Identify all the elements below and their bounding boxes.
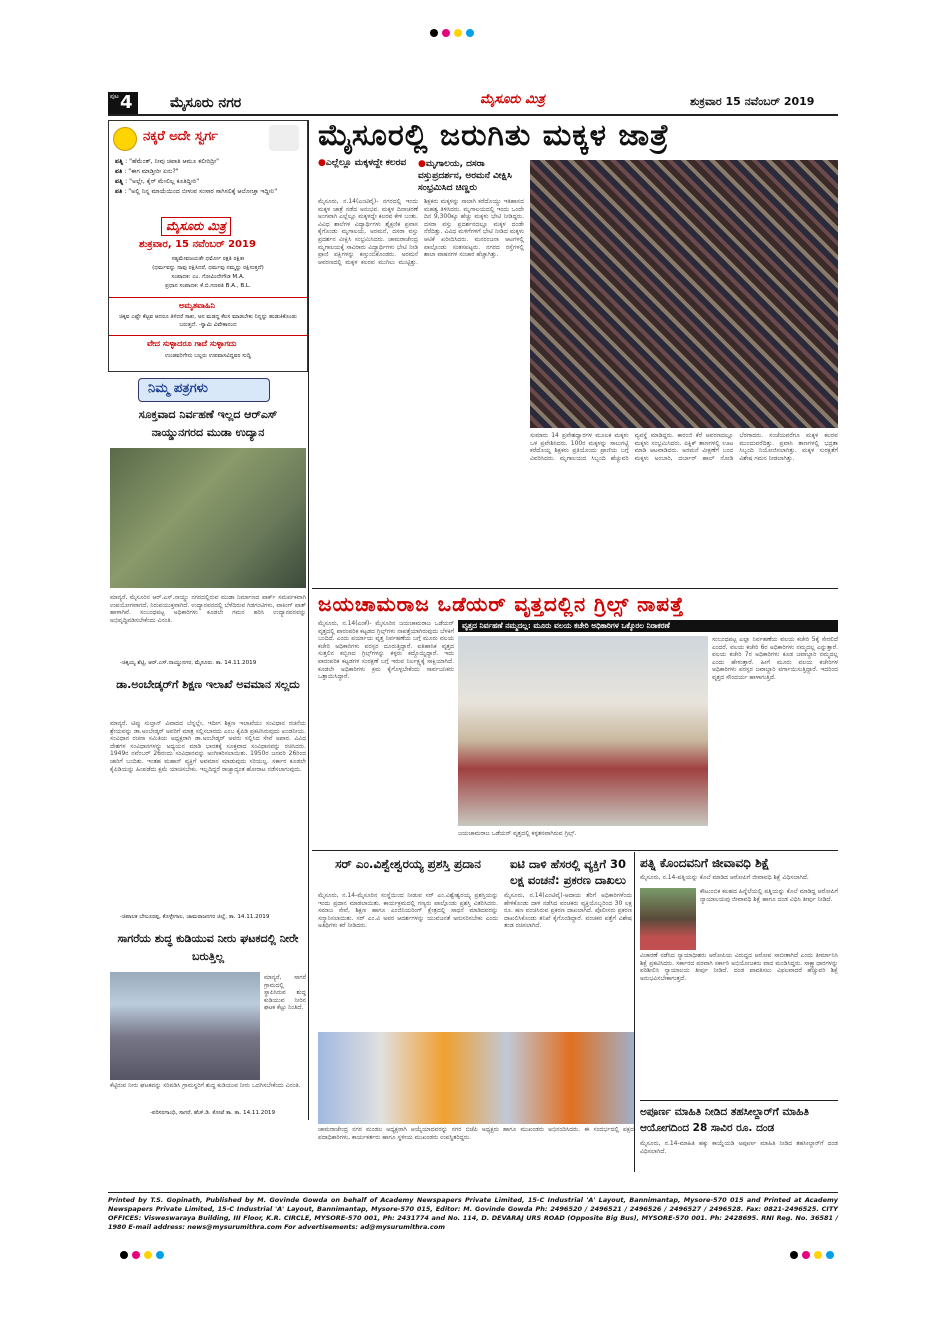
story4-body: ಮೈಸೂರು, ನ.14(ಎಂಟಿವೈ)-ಆದಾಯ ತೆರಿಗೆ ಅಧಿಕಾರಿಗಳೆಂದು ಹೇಳಿಕೊಂಡು ದಾಳಿ ನಡೆಸಿದ ವಂಚಕರು ವ್ಯಕ್ತಿಯೊಬ್ಬರಿಂದ 30 ಲಕ್ಷ ರೂ. ಹಣ ವಂಚಿಸಿರುವ ಪ್ರಕರಣ ದಾಖಲಾಗಿದೆ. ಪೊಲೀಸರು ಪ್ರಕರಣ ದಾಖಲಿಸಿಕೊಂಡು ತನಿಖೆ ಕೈಗೊಂಡಿದ್ದಾರೆ. ವಂಚಕರ ಪತ್ತೆಗೆ ವಿಶೇಷ ತಂಡ ರಚಿಸಲಾಗಿದೆ. <box>504 892 632 930</box>
letter3-body-side: ಮಾನ್ಯರೆ, ಸಾಗರೆ ಗ್ರಾಮದಲ್ಲಿ ಸ್ಥಾಪಿಸಿರುವ ಶುದ್ಧ ಕುಡಿಯುವ ನೀರಿನ ಘಟಕ ಕೆಟ್ಟು ನಿಂತಿದೆ. <box>264 974 306 1012</box>
story3-body: ಮೈಸೂರು, ನ.14-ಮೈಸೂರಿನ ಸಂಸ್ಥೆಯಿಂದ ನೀಡುವ ಸರ್ ಎಂ.ವಿಶ್ವೇಶ್ವರಯ್ಯ ಪ್ರಶಸ್ತಿಯನ್ನು ಇಂದು ಪ್ರದಾನ ಮಾಡಲಾಯಿತು. ಕಾರ್ಯಕ್ರಮದಲ್ಲಿ ಗಣ್ಯರು ಪಾಲ್ಗೊಂಡು ಪ್ರಶಸ್ತಿ ವಿತರಿಸಿದರು. ಸಮಾಜ ಸೇವೆ, ಶಿಕ್ಷಣ ಹಾಗೂ ಎಂಜಿನಿಯರಿಂಗ್ ಕ್ಷೇತ್ರದಲ್ಲಿ ಸಾಧನೆ ಮಾಡಿದವರನ್ನು ಸನ್ಮಾನಿಸಲಾಯಿತು. ಸರ್ ಎಂ.ವಿ ಅವರ ಆದರ್ಶಗಳನ್ನು ಯುವಜನತೆ ಅನುಸರಿಸಬೇಕು ಎಂದು ಅತಿಥಿಗಳು ಕರೆ ನೀಡಿದರು. <box>318 892 498 930</box>
story2-headline: ಜಯಚಾಮರಾಜ ಒಡೆಯರ್ ವೃತ್ತದಲ್ಲಿನ ಗ್ರಿಲ್ಸ್ ನಾಪತ್ತೆ <box>318 592 685 616</box>
jokes-list: ಪತ್ನಿ : "ಹೆಮೆಂತ್, ನೀವು ಚಪಾತಿ ಆಮೂ ಕಲೀರಿದ್ರೀ" ಪತಿ : "ಈಗ ಮಾಡ್ತೀರೀ ಏನು?" ಪತ್ನಿ : "ಅಲ್ಲೇ, ಕೈರ್ ಮೇಲಿಲ್ಲ ಕೂತಿದ್ದೀರಿ" ಪತಿ : "ಅಲ್ಲಿ ನಿನ್ನ ಮಾಯೆಯಿಂದ ಬೀಳುವ ಸಂಸಾರ ಸಾಗಿಸಲಿಕ್ಕೆ ಆಲೋಚ್ತಾ ಇದ್ದೀನಿ" <box>115 158 278 195</box>
story2-body-2: ಸಂಬಂಧಪಟ್ಟ ಎಲ್ಲಾ ನಿರ್ವಹಣೆಯ ವಲಯ ಕಚೇರಿ 5ಕ್ಕೆ ಸೇರಲಿದೆ ಎಂದರೆ, ವಲಯ ಕಚೇರಿ 6ರ ಅಧಿಕಾರಿಗಳು ನಮ್ಮದಲ್ಲ ಎನ್ನುತ್ತಾರೆ. ವಲಯ ಕಚೇರಿ 7ರ ಅಧಿಕಾರಿಗಳು ಕೂಡ ಜವಾಬ್ದಾರಿ ನಮ್ಮದಲ್ಲ ಎಂದು ಹೇಳುತ್ತಾರೆ. ಹೀಗೆ ಮೂರು ವಲಯ ಕಚೇರಿಗಳ ಅಧಿಕಾರಿಗಳು ಪರಸ್ಪರ ಜವಾಬ್ದಾರಿ ವರ್ಗಾಯಿಸುತ್ತಿದ್ದಾರೆ. ಇದರಿಂದ ವೃತ್ತದ ಸೌಂದರ್ಯ ಹಾಳಾಗುತ್ತಿದೆ. <box>712 636 838 681</box>
laughing-face-icon <box>113 127 137 151</box>
story5-headline: ಪತ್ನಿ ಕೊಂದವನಿಗೆ ಜೀವಾವಧಿ ಶಿಕ್ಷೆ <box>640 856 770 870</box>
letter3-body: ಕೆಟ್ಟಿರುವ ನೀರು ಘಟಕವನ್ನು ಸರಿಪಡಿಸಿ ಗ್ರಾಮಸ್ಥರಿಗೆ ಶುದ್ಧ ಕುಡಿಯುವ ನೀರು ಒದಗಿಸಬೇಕೆಂದು ವಿನಂತಿ. <box>110 1082 301 1089</box>
joke-title: ನಕ್ಕರೆ ಅದೇ ಸ್ವರ್ಗ <box>143 129 218 144</box>
page-number: 4 <box>120 92 133 113</box>
story5-body-side: ಕೌಟುಂಬಿಕ ಕಲಹದ ಹಿನ್ನೆಲೆಯಲ್ಲಿ ಪತ್ನಿಯನ್ನು ಕೊಲೆ ಮಾಡಿದ್ದ ಆರೋಪಿಗೆ ನ್ಯಾಯಾಲಯವು ಜೀವಾವಧಿ ಶಿಕ್ಷೆ ಹಾಗೂ ದಂಡ ವಿಧಿಸಿ ತೀರ್ಪು ನೀಡಿದೆ. <box>700 888 838 903</box>
circle-railing-photo <box>458 636 708 826</box>
group-felicitation-photo <box>318 1032 634 1124</box>
water-unit-photo <box>110 972 260 1080</box>
proverb-title: ವೇದ ಸುಳ್ಳಾದರೂ ಗಾದೆ ಸುಳ್ಳಾಗದು <box>147 339 237 348</box>
story6-lead: ಮೈಸೂರು, ನ.14-ಮಾಹಿತಿ ಹಕ್ಕು ಕಾಯ್ದೆಯಡಿ ಅಪೂರ್ಣ ಮಾಹಿತಿ ನೀಡಿದ ತಹಸೀಲ್ದಾರ್‌ಗೆ ದಂಡ ವಿಧಿಸಲಾಗಿದೆ. <box>640 1140 838 1155</box>
main-story-body-2: ಸುಮಾರು 14 ಪ್ರವೇಶದ್ವಾರಗಳ ಮೂಲಕ ಮಕ್ಕಳು ಒಳ ಪ್ರವೇಶಿಸಿದರು. 100ರ ಮಕ್ಕಳನ್ನು ಸಾಲುಗಟ್ಟಿ ಕರೆದೊಯ್ದ ಶಿಕ್ಷಕರು ಪ್ರತಿಯೊಂದು ಪ್ರಾಣಿಯ ಬಗ್ಗೆ ವಿವರಿಸಿದರು. ಮೃಗಾಲಯದ ಸಿಬ್ಬಂದಿ ಹೆಚ್ಚುವರಿ ವ್ಯವಸ್ಥೆ ಮಾಡಿದ್ದರು. ಕಾರಂಜಿ ಕೆರೆ ಆವರಣದಲ್ಲೂ ಮಕ್ಕಳು ಸಂಭ್ರಮಿಸಿದರು. ಪಿಕ್ನಿಕ್ ತಾಣಗಳಲ್ಲಿ ಊಟ ಮಾಡಿ ಆಟವಾಡಿದರು. ಅರಮನೆ ವೀಕ್ಷಣೆಗೆ ಬಂದ ಮಕ್ಕಳು ಅಂಬಾರಿ, ದರ್ಬಾರ್ ಹಾಲ್ ನೋಡಿ ಬೆರಗಾದರು. ಸಂಜೆಯವರೆಗೂ ಮಕ್ಕಳ ಕಲರವ ಮುಂದುವರೆದಿತ್ತು. ಪ್ರವಾಸಿ ತಾಣಗಳಲ್ಲಿ ಭದ್ರತಾ ಸಿಬ್ಬಂದಿ ನಿಯೋಜಿಸಲಾಗಿತ್ತು. ಮಕ್ಕಳ ಸುರಕ್ಷತೆಗೆ ವಿಶೇಷ ಗಮನ ನೀಡಲಾಗಿತ್ತು. <box>530 432 838 462</box>
letters-banner <box>108 378 306 402</box>
letter1-signature: -ಚಿಕ್ಕಯ್ಯ ಶೆಟ್ಟಿ, ಆರ್.ಎಸ್.ನಾಯ್ಡುನಗರ, ಮೈಸೂರು. ತಾ. 14.11.2019 <box>120 660 257 666</box>
story4-headline: ಐಟಿ ದಾಳಿ ಹೆಸರಲ್ಲಿ ವ್ಯಕ್ತಿಗೆ 30 ಲಕ್ಷ ವಂಚನೆ: ಪ್ರಕರಣ ದಾಖಲು <box>509 857 627 887</box>
letters-title: ನಿಮ್ಮ ಪತ್ರಗಳು <box>148 381 208 396</box>
group-photo-caption: ಚಾಮರಾಜೇಂದ್ರ ನಗರ ಮಂಡಲ ಅಧ್ಯಕ್ಷರಾಗಿ ಆಯ್ಕೆಯಾದವರನ್ನು ನಗರ ಬಿಜೆಪಿ ಅಧ್ಯಕ್ಷರು ಹಾಗೂ ಮುಖಂಡರು ಅಭಿನಂದಿಸಿದರು. ಈ ಸಂದರ್ಭದಲ್ಲಿ ಪಕ್ಷದ ಪದಾಧಿಕಾರಿಗಳು, ಕಾರ್ಯಕರ್ತರು ಹಾಗೂ ಸ್ಥಳೀಯ ಮುಖಂಡರು ಉಪಸ್ಥಿತರಿದ್ದರು. <box>318 1126 634 1141</box>
letter2-signature: -ಚಿಪಾಲಕ ಬೇಲೂರಪ್ಪ, ಕೊಳ್ಳೇಗಾಲ, ಚಾಮರಾಜನಗರ ಜಿಲ್ಲೆ, ತಾ. 14.11.2019 <box>120 914 270 920</box>
header-rule <box>108 114 838 116</box>
mini-date: ಶುಕ್ರವಾರ, 15 ನವೆಂಬರ್ 2019 <box>139 239 256 250</box>
story2-body: ಮೈಸೂರು, ನ.14(ಎಂಕೆ)- ಮೈಸೂರಿನ ಜಯಚಾಮರಾಜ ಒಡೆಯರ್ ವೃತ್ತದಲ್ಲಿ ಪಾರಂಪರಿಕ ಕಟ್ಟಡದ ಗ್ರಿಲ್ಸ್‌ಗಳು ನಾಪತ್ತೆಯಾಗಿರುವುದು ಬೆಳಕಿಗೆ ಬಂದಿದೆ. ಎಂದು ಪರ್ಯಾಯ ವೃತ್ತ ನಿರ್ವಹಣೆಯ ಬಗ್ಗೆ ಮೂರು ವಲಯ ಕಚೇರಿ ಅಧಿಕಾರಿಗಳು ಪರಸ್ಪರ ದೂರುತ್ತಿದ್ದಾರೆ. ಐತಿಹಾಸಿಕ ವೃತ್ತದ ಸುತ್ತಲಿನ ಕಬ್ಬಿಣದ ಗ್ರಿಲ್ಸ್‌ಗಳನ್ನು ಕಳ್ಳರು ಕದ್ದೊಯ್ದಿದ್ದಾರೆ. ಇದು ಪಾರಂಪರಿಕ ಕಟ್ಟಡಗಳ ಸಂರಕ್ಷಣೆ ಬಗ್ಗೆ ಇರುವ ನಿರ್ಲಕ್ಷ್ಯಕ್ಕೆ ಸಾಕ್ಷಿಯಾಗಿದೆ. ಕೂಡಲೇ ಅಧಿಕಾರಿಗಳು ಕ್ರಮ ಕೈಗೊಳ್ಳಬೇಕೆಂದು ಸಾರ್ವಜನಿಕರು ಒತ್ತಾಯಿಸಿದ್ದಾರೆ. <box>318 620 454 681</box>
masthead: ಮೈಸೂರು ಮಿತ್ರ <box>480 92 545 107</box>
main-story-body: ಮೈಸೂರು, ನ.14(ಎಂಟಿವೈ)- ನಗರದಲ್ಲಿ ಇಂದು ಮಕ್ಕಳ ಜಾತ್ರೆ ನಡೆದ ಅನುಭವ. ಮಕ್ಕಳ ದಿನಾಚರಣೆ ಅಂಗವಾಗಿ ಎಲ್ಲೆಲ್ಲೂ ಮಕ್ಕಳದ್ದೇ ಕಲರವ ಕೇಳಿ ಬಂತು. ವಿವಿಧ ಶಾಲೆಗಳ ವಿದ್ಯಾರ್ಥಿಗಳು ಶೈಕ್ಷಣಿಕ ಪ್ರವಾಸ ಕೈಗೊಂಡು ಮೃಗಾಲಯ, ಅರಮನೆ, ದಸರಾ ವಸ್ತು ಪ್ರದರ್ಶನ ವೀಕ್ಷಿಸಿ ಸಂಭ್ರಮಿಸಿದರು. ಚಾಮರಾಜೇಂದ್ರ ಮೃಗಾಲಯಕ್ಕೆ ಸಾವಿರಾರು ವಿದ್ಯಾರ್ಥಿಗಳು ಭೇಟಿ ನೀಡಿ ಪ್ರಾಣಿ ಪಕ್ಷಿಗಳನ್ನು ಕಣ್ತುಂಬಿಕೊಂಡರು. ಅರಮನೆ ಆವರಣದಲ್ಲಿ ಮಕ್ಕಳ ಕಲರವ ಮುಗಿಲು ಮುಟ್ಟಿತ್ತು. ಶಿಕ್ಷಕರು ಮಕ್ಕಳನ್ನು ಸಾಲಾಗಿ ಕರೆದೊಯ್ದು ಇತಿಹಾಸದ ಮಹತ್ವ ತಿಳಿಸಿದರು. ಮೃಗಾಲಯದಲ್ಲಿ ಇಂದು ಒಂದೇ ದಿನ 9,300ಕ್ಕೂ ಹೆಚ್ಚು ಮಕ್ಕಳು ಭೇಟಿ ನೀಡಿದ್ದರು. ದಸರಾ ವಸ್ತು ಪ್ರದರ್ಶನದಲ್ಲೂ ಮಕ್ಕಳ ದಂಡೇ ನೆರೆದಿತ್ತು. ವಿವಿಧ ಮಳಿಗೆಗಳಿಗೆ ಭೇಟಿ ನೀಡಿದ ಮಕ್ಕಳು ಆಟಿಕೆ ಖರೀದಿಸಿದರು. ಮನರಂಜನಾ ಆಟಗಳಲ್ಲಿ ಪಾಲ್ಗೊಂಡು ಸಂತಸಪಟ್ಟರು. ನಗರದ ರಸ್ತೆಗಳಲ್ಲಿ ಶಾಲಾ ವಾಹನಗಳ ಸಂಚಾರ ಹೆಚ್ಚಾಗಿತ್ತು. <box>318 198 524 266</box>
letter3-headline: ಸಾಗರೆಯ ಶುದ್ಧ ಕುಡಿಯುವ ನೀರು ಘಟಕದಲ್ಲಿ ನೀರೇ ಬರುತ್ತಿಲ್ಲ <box>117 932 299 963</box>
letter1-body: ಮಾನ್ಯರೆ, ಮೈಸೂರಿನ ಆರ್.ಎಸ್.ನಾಯ್ಡು ನಗರದಲ್ಲಿರುವ ಮುಡಾ ನಿರ್ಮಾಣದ ಪಾರ್ಕ್ ಸಮರ್ಪಕವಾಗಿ ಉಪಯೋಗವಾಗದೆ, ನಿರುಪಯುಕ್ತವಾಗಿದೆ. ಉದ್ಯಾನವನದಲ್ಲಿ ಬೆಳೆದಿರುವ ಗಿಡಗಂಟಿಗಳು, ವಾಕಿಂಗ್ ಪಾತ್ ಹಾಳಾಗಿವೆ. ಸಂಬಂಧಪಟ್ಟ ಅಧಿಕಾರಿಗಳು ಕೂಡಲೇ ಗಮನ ಹರಿಸಿ ಉದ್ಯಾನವನವನ್ನು ಅಭಿವೃದ್ಧಿಪಡಿಸಬೇಕೆಂದು ವಿನಂತಿ. <box>110 594 306 624</box>
quote-title: ಅಮೃತವಾಹಿನಿ <box>179 301 215 310</box>
left-top-box <box>108 120 308 372</box>
convict-photo <box>640 888 696 950</box>
page-badge-label: ಪುಟ <box>110 93 119 100</box>
main-sub1: ●ಎಲ್ಲೆಲ್ಲೂ ಮಕ್ಕಳದ್ದೇ ಕಲರವ <box>318 158 407 168</box>
story3-headline: ಸರ್ ಎಂ.ವಿಶ್ವೇಶ್ವರಯ್ಯ ಪ್ರಶಸ್ತಿ ಪ್ರದಾನ <box>335 857 481 871</box>
letter3-signature: -ಪರಿಸರಗಾಂಧಿ, ಸಾಗರೆ, ಹೆಚ್.ಡಿ. ಕೋಟೆ ತಾ. ತಾ. 14.11.2019 <box>150 1110 276 1116</box>
children-crowd-photo <box>530 160 838 428</box>
park-photo <box>110 448 306 588</box>
story2-kicker-bar <box>458 620 838 632</box>
story6-headline: ಅಪೂರ್ಣ ಮಾಹಿತಿ ನೀಡಿದ ತಹಸೀಲ್ದಾರ್‌ಗೆ ಮಾಹಿತಿ ಆಯೋಗದಿಂದ 28 ಸಾವಿರ ರೂ. ದಂಡ <box>640 1106 809 1134</box>
registration-marks-bottom-left <box>120 1244 168 1263</box>
mini-lines: ಸತ್ಯಮೇವಜಯತೇ ಧರ್ಮೋ ರಕ್ಷತಿ ರಕ್ಷಿತಃ (ಧರ್ಮವನ್ನು ನಾವು ರಕ್ಷಿಸಿದರೆ, ಧರ್ಮವು ನಮ್ಮನ್ನು ರಕ್ಷಿಸುತ್ತದೆ) ಸಂಪಾದಕ: ಎಂ. ಗೋವಿಂದೇಗೌಡ M.A. ಪ್ರಧಾನ ಸಂಪಾದಕ: ಕೆ.ಬಿ.ಗಣಪತಿ B.A., B.L. <box>152 256 264 289</box>
section-name: ಮೈಸೂರು ನಗರ <box>170 95 242 111</box>
letter1-headline: ಸೂಕ್ತವಾದ ನಿರ್ವಹಣೆ ಇಲ್ಲದ ಆರ್‌ಎಸ್ ನಾಯ್ಡುನಗರದ ಮುಡಾ ಉದ್ಯಾನ <box>138 408 278 439</box>
letter2-body: ಮಾನ್ಯರೆ, ಟಿಪ್ಪು ಸುಲ್ತಾನ್ ವಿವಾದದ ಬೆನ್ನಲ್ಲೇ, ಇದೀಗ ಶಿಕ್ಷಣ ಇಲಾಖೆಯು ಸಂವಿಧಾನ ರಚನೆಯ ಶ್ರೇಯವನ್ನು ಡಾ.ಅಂಬೇಡ್ಕರ್ ಅವರಿಗೆ ಮಾತ್ರ ಸಲ್ಲಿಸಬಾರದು ಎಂಬ ಕೈಪಿಡಿ ಪ್ರಕಟಿಸಿರುವುದು ಖಂಡನೀಯ. ಸಂವಿಧಾನ ರಚನಾ ಸಮಿತಿಯ ಅಧ್ಯಕ್ಷರಾಗಿ ಡಾ.ಅಂಬೇಡ್ಕರ್ ಅವರು ಸಲ್ಲಿಸಿದ ಸೇವೆ ಅಪಾರ. ವಿವಿಧ ದೇಶಗಳ ಸಂವಿಧಾನಗಳನ್ನು ಅಧ್ಯಯನ ಮಾಡಿ ಭಾರತಕ್ಕೆ ಸೂಕ್ತವಾದ ಸಂವಿಧಾನವನ್ನು ರಚಿಸಿದರು. 1949ರ ನವೆಂಬರ್ 26ರಂದು ಸಂವಿಧಾನವನ್ನು ಅಂಗೀಕರಿಸಲಾಯಿತು. 1950ರ ಜನವರಿ 26ರಿಂದ ಜಾರಿಗೆ ಬಂದಿತು. ಇಂತಹ ಮಹಾನ್ ವ್ಯಕ್ತಿಗೆ ಅವಮಾನ ಮಾಡುವುದು ಸರಿಯಲ್ಲ. ಸರ್ಕಾರ ಕೂಡಲೇ ಕೈಪಿಡಿಯನ್ನು ಹಿಂಪಡೆದು ಕ್ಷಮೆ ಯಾಚಿಸಬೇಕು. ಇಲ್ಲದಿದ್ದರೆ ರಾಜ್ಯಾದ್ಯಂತ ಹೋರಾಟ ನಡೆಸಲಾಗುವುದು. <box>110 720 306 773</box>
story2-caption: ಜಯಚಾಮರಾಜ ಒಡೆಯರ್ ವೃತ್ತದಲ್ಲಿ ಕಳ್ಳತನವಾಗಿರುವ ಗ್ರಿಲ್ಸ್. <box>458 830 577 837</box>
story5-lead: ಮೈಸೂರು, ನ.14-ಪತ್ನಿಯನ್ನು ಕೊಲೆ ಮಾಡಿದ ಆರೋಪಿಗೆ ಜೀವಾವಧಿ ಶಿಕ್ಷೆ ವಿಧಿಸಲಾಗಿದೆ. <box>640 874 809 881</box>
quote-text: ಚಿಕ್ಕವ ಎಷ್ಟೇ ಕೆಟ್ಟವ ಆದರೂ ತಿಳಿದರೆ ಸಾಕು, ಅನ ಮಡದ್ದ ಕೆಲಸ ಮಾಡಬೇಕು ನಿನ್ನನ್ನು ಹುಡುಕಿಕೊಂಡು ಬರುತ್ತದೆ. -ಸ್ವಾಮಿ ವಿವೇಕಾನಂದ <box>119 314 297 328</box>
story2-kicker: ವೃತ್ತದ ನಿರ್ವಹಣೆ ನಮ್ಮದಲ್ಲ: ಮೂರು ವಲಯ ಕಚೇರಿ ಅಧಿಕಾರಿಗಳ ಒಕ್ಕೊರಲ ನಿರಾಕರಣೆ <box>462 621 670 630</box>
registration-marks-bottom-right <box>790 1244 838 1263</box>
column-divider <box>308 120 309 1120</box>
cartoon-icon <box>269 125 299 151</box>
mini-masthead: ಮೈಸೂರು ಮಿತ್ರ <box>161 217 231 236</box>
story5-body: ವಿಚಾರಣೆ ನಡೆಸಿದ ನ್ಯಾಯಾಧೀಶರು ಆರೋಪಿಯ ವಿರುದ್ಧದ ಆರೋಪ ಸಾಬೀತಾಗಿದೆ ಎಂದು ತೀರ್ಮಾನಿಸಿ ಶಿಕ್ಷೆ ಪ್ರಕಟಿಸಿದರು. ಸರ್ಕಾರದ ಪರವಾಗಿ ಸರ್ಕಾರಿ ಅಭಿಯೋಜಕರು ವಾದ ಮಂಡಿಸಿದ್ದರು. ಸಾಕ್ಷ್ಯಾಧಾರಗಳನ್ನು ಪರಿಶೀಲಿಸಿ ನ್ಯಾಯಾಲಯ ತೀರ್ಪು ನೀಡಿದೆ. ದಂಡ ಪಾವತಿಸಲು ವಿಫಲವಾದರೆ ಹೆಚ್ಚುವರಿ ಶಿಕ್ಷೆ ಅನುಭವಿಸಬೇಕಾಗುತ್ತದೆ. <box>640 952 838 982</box>
proverb-text: ಉಂಡವರಿಗೇನು ಬಲ್ಲರು ಉಪವಾಸವಿದ್ದವರ ಸುದ್ದಿ <box>164 353 252 359</box>
registration-marks-top <box>430 22 478 41</box>
header-date: ಶುಕ್ರವಾರ 15 ನವೆಂಬರ್ 2019 <box>690 95 815 108</box>
main-sub2: ●ಮೃಗಾಲಯ, ದಸರಾ ವಸ್ತುಪ್ರದರ್ಶನ, ಅರಮನೆ ವೀಕ್ಷಿಸಿ ಸಂಭ್ರಮಿಸಿದ ಚಿಣ್ಣರು <box>418 159 512 193</box>
page-badge <box>108 92 138 114</box>
footer-imprint: Printed by T.S. Gopinath, Published by M. Govinde Gowda on behalf of Academy Newspapers Private Limited, 15-C Industrial 'A' Layout, Bannimantap, Mysore-570 015 and Printed at Academy Newspapers Private Limited, 15-C Industrial 'A' Layout, Bannimantap, Mysore-570 015, Editor: M. Govinde Gowda Ph: 2496520 / 2496521 / 2496526 / 2496527 / 2496528. Fax: 0821-2496525. CITY OFFICES: Visweswaraya Building, III Floor, K.R. CIRCLE, MYSORE-570 001, Ph: 2431774 and No. 114, D. DEVARAJ URS ROAD (Opposite Big Bus), MYSORE-570 001. Ph: 2428695. RNI Reg. No. 36581 / 1980 E-mail address: news@mysurumithra.com For advertisements: ad@mysurumithra.com <box>108 1196 838 1231</box>
letter2-headline: ಡಾ.ಅಂಬೇಡ್ಕರ್‌ಗೆ ಶಿಕ್ಷಣ ಇಲಾಖೆ ಅವಮಾನ ಸಲ್ಲದು <box>116 678 300 691</box>
main-headline: ಮೈಸೂರಲ್ಲಿ ಜರುಗಿತು ಮಕ್ಕಳ ಜಾತ್ರೆ <box>318 118 670 153</box>
